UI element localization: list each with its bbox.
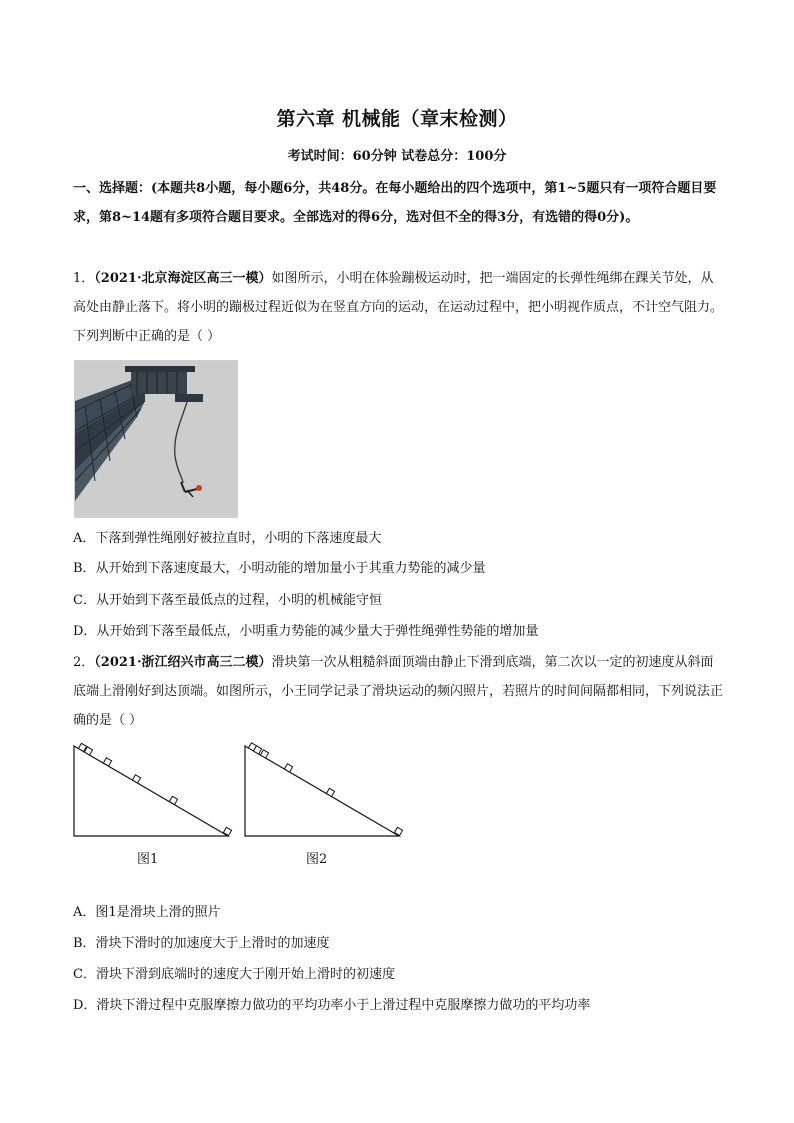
question-1-number: 1． xyxy=(73,271,95,286)
figure-1-incline xyxy=(68,740,240,842)
question-1-option-a: A．下落到弹性绳刚好被拉直时，小明的下落速度最大 xyxy=(73,531,382,546)
figure-2-incline xyxy=(239,740,411,842)
question-1-stem: 如图所示，小明在体验蹦极运动时，把一端固定的长弹性绳绑在踝关节处，从高处由静止落下。将小明的蹦极过程近似为在竖直方向的运动，在运动过程中，把小明视作质点，不计空气阻力。下列判断中正确的是（ ） xyxy=(73,271,724,344)
section-instructions: 一、选择题：(本题共8小题，每小题6分，共48分。在每小题给出的四个选项中，第1~5题只有一项符合题目要求，第8~14题有多项符合题目要求。全部选对的得6分，选对但不全的得3分，有选错的得0分)。 xyxy=(73,181,717,225)
question-2-stem: 滑块第一次从粗糙斜面顶端由静止下滑到底端，第二次以一定的初速度从斜面底端上滑刚好到达顶端。如图所示，小王同学记录了滑块运动的频闪照片，若照片的时间间隔都相同，下列说法正确的是（ ） xyxy=(73,655,724,728)
question-1-option-d: D．从开始到下落至最低点，小明重力势能的减少量大于弹性绳弹性势能的增加量 xyxy=(73,624,539,639)
figure-2-caption: 图2 xyxy=(306,852,328,867)
question-1 xyxy=(73,264,723,351)
question-1-option-b: B．从开始到下落速度最大，小明动能的增加量小于其重力势能的减少量 xyxy=(73,561,486,576)
question-1-option-c: C．从开始到下落至最低点的过程，小明的机械能守恒 xyxy=(73,593,382,608)
question-1-source: （2021·北京海淀区高三一模） xyxy=(94,271,272,286)
question-2-option-c: C．滑块下滑到底端时的速度大于刚开始上滑时的初速度 xyxy=(73,967,395,982)
page-title: 第六章 机械能（章末检测） xyxy=(276,108,518,130)
exam-info: 考试时间：60分钟 试卷总分：100分 xyxy=(287,149,507,164)
figure-1-caption: 图1 xyxy=(137,852,159,867)
question-2-number: 2． xyxy=(73,655,95,670)
bungee-photo xyxy=(74,360,238,518)
question-2-source: （2021·浙江绍兴市高三二模） xyxy=(94,655,272,670)
question-2 xyxy=(73,648,723,735)
question-2-option-d: D．滑块下滑过程中克服摩擦力做功的平均功率小于上滑过程中克服摩擦力做功的平均功率 xyxy=(73,998,591,1013)
question-2-option-b: B．滑块下滑时的加速度大于上滑时的加速度 xyxy=(73,936,330,951)
bungee-crane-illustration xyxy=(75,361,237,517)
question-2-option-a: A．图1是滑块上滑的照片 xyxy=(73,905,221,920)
